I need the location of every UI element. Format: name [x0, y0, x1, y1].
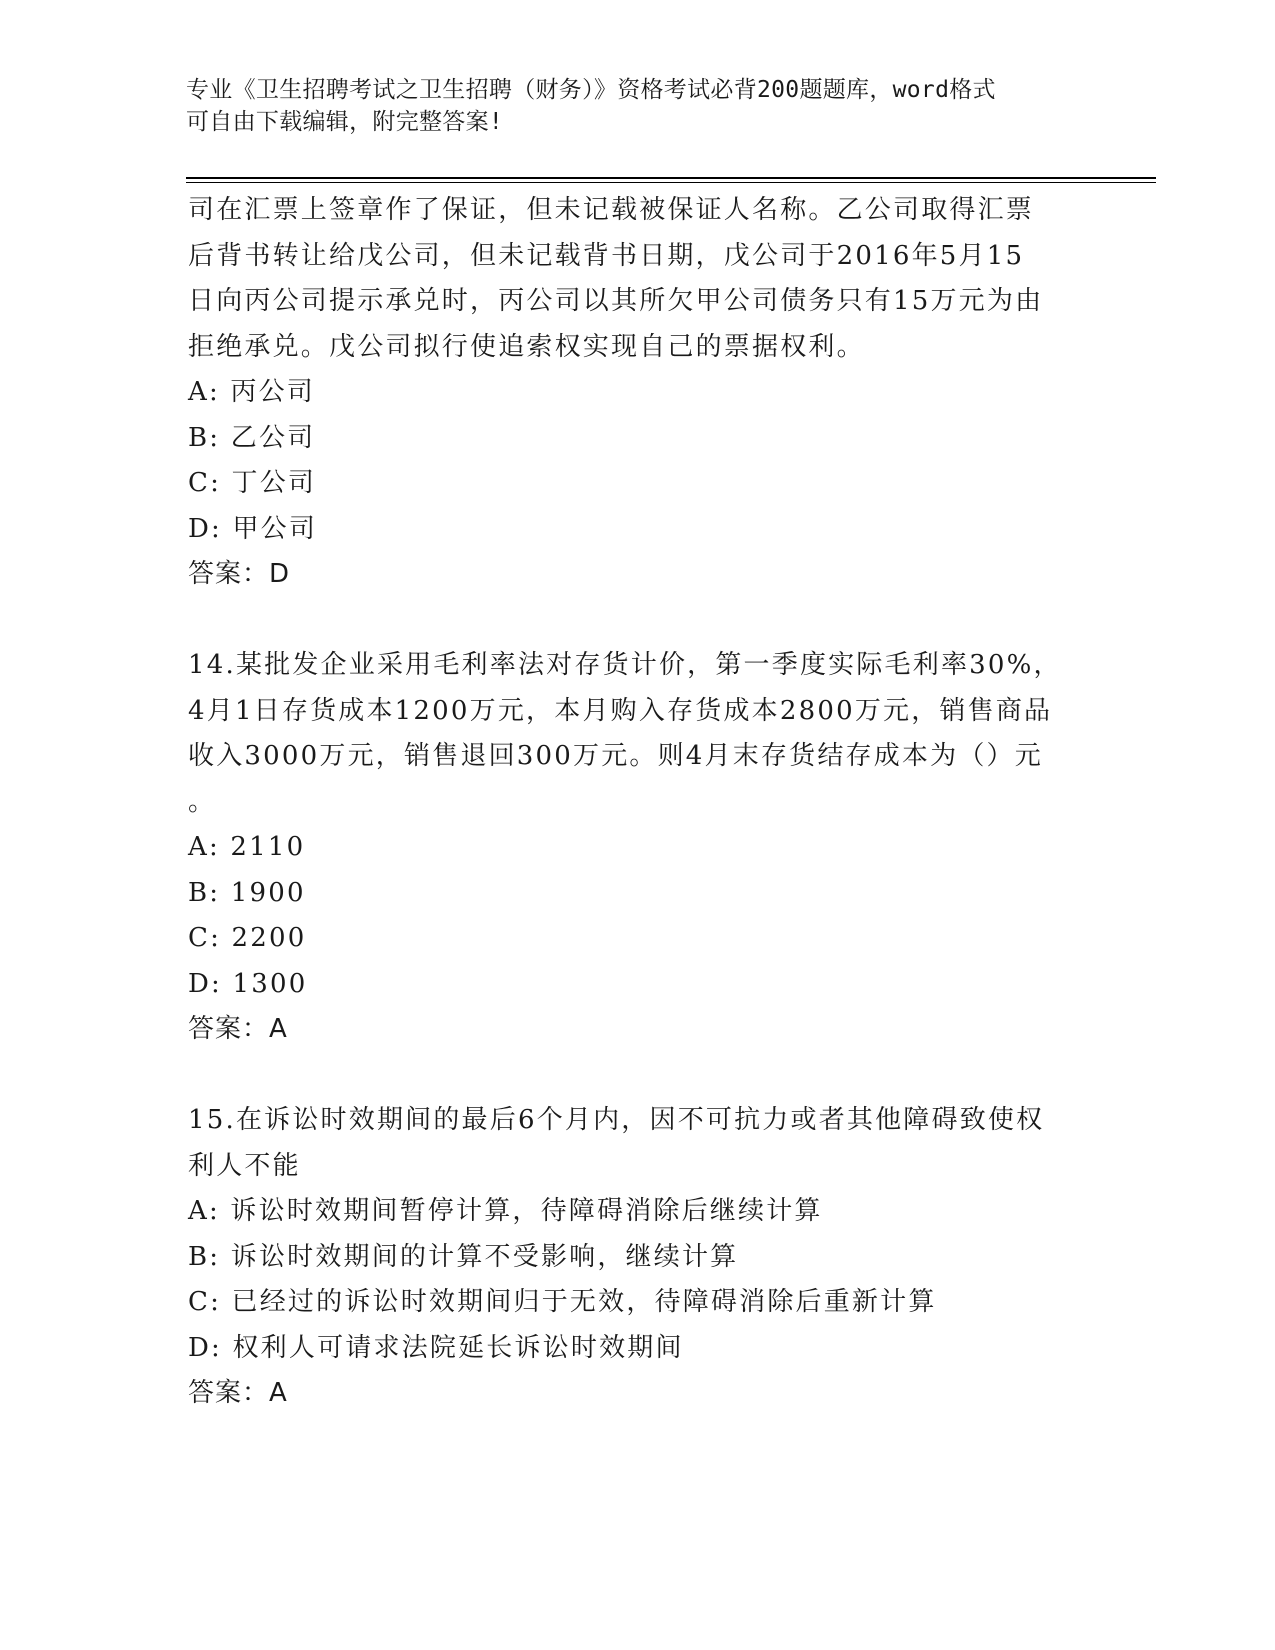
question-text-line: 利人不能 [188, 1150, 301, 1181]
option-text: 乙公司 [230, 422, 316, 453]
header-title-line-2: 可自由下载编辑，附完整答案! [186, 109, 504, 135]
question-content [188, 188, 1088, 1417]
option-b [188, 416, 1088, 462]
option-letter: A: [188, 377, 220, 407]
option-text: 1900 [230, 877, 306, 908]
option-c [188, 461, 1088, 507]
question-text-line: 15.在诉讼时效期间的最后6个月内，因不可抗力或者其他障碍致使权 [188, 1105, 1045, 1135]
option-text: 权利人可请求法院延长诉讼时效期间 [232, 1332, 684, 1363]
option-b [188, 1235, 1088, 1281]
option-text: 1300 [232, 968, 308, 999]
answer-line: 答案：A [188, 1378, 288, 1408]
option-text: 诉讼时效期间的计算不受影响，继续计算 [230, 1241, 739, 1272]
option-b [188, 871, 1088, 917]
header-divider-thin [186, 182, 1156, 183]
option-d [188, 1326, 1088, 1372]
option-a [188, 370, 1088, 416]
option-letter: C: [188, 923, 222, 953]
option-letter: B: [188, 1241, 221, 1272]
option-d [188, 962, 1088, 1008]
option-a [188, 1189, 1088, 1235]
option-letter: B: [188, 422, 221, 453]
question-text-line: 收入3000万元，销售退回300万元。则4月末存货结存成本为（）元 [188, 741, 1043, 771]
question-text-line: 后背书转让给戊公司，但未记载背书日期，戊公司于2016年5月15 [188, 240, 1025, 271]
option-text: 丙公司 [230, 377, 316, 407]
option-text: 甲公司 [232, 513, 318, 544]
option-letter: A: [188, 832, 220, 862]
question-text-line: 拒绝承兑。戊公司拟行使追索权实现自己的票据权利。 [188, 331, 865, 362]
option-letter: A: [188, 1196, 220, 1226]
option-text: 丁公司 [231, 468, 317, 498]
option-letter: D: [188, 513, 223, 544]
answer-line: 答案：D [188, 559, 291, 589]
option-text: 2110 [230, 832, 306, 862]
option-text: 诉讼时效期间暂停计算，待障碍消除后继续计算 [230, 1196, 823, 1226]
option-c [188, 1280, 1088, 1326]
question-text-line: 司在汇票上签章作了保证，但未记载被保证人名称。乙公司取得汇票 [188, 195, 1035, 225]
option-letter: C: [188, 1287, 222, 1317]
option-text: 2200 [231, 923, 307, 953]
option-letter: D: [188, 968, 223, 999]
option-d [188, 507, 1088, 553]
question-text-line: 日向丙公司提示承兑时，丙公司以其所欠甲公司债务只有15万元为由 [188, 286, 1044, 316]
option-c [188, 916, 1088, 962]
option-a [188, 825, 1088, 871]
answer-line: 答案：A [188, 1014, 288, 1044]
question-spacer [188, 1053, 1088, 1099]
header-title-line-1: 专业《卫生招聘考试之卫生招聘（财务）》资格考试必背200题题库，word格式 [186, 77, 996, 103]
option-letter: D: [188, 1332, 223, 1363]
question-text-line: 。 [188, 786, 217, 817]
question-text-line: 14.某批发企业采用毛利率法对存货计价，第一季度实际毛利率30%， [188, 650, 1062, 680]
document-header [186, 74, 1066, 138]
option-letter: C: [188, 468, 222, 498]
question-15 [188, 1098, 1088, 1417]
question-13-continued [188, 188, 1088, 598]
header-divider-thick [186, 177, 1156, 179]
question-text-line: 4月1日存货成本1200万元，本月购入存货成本2800万元，销售商品 [188, 695, 1053, 726]
question-14 [188, 643, 1088, 1053]
option-text: 已经过的诉讼时效期间归于无效，待障碍消除后重新计算 [231, 1287, 937, 1317]
option-letter: B: [188, 877, 221, 908]
question-spacer [188, 598, 1088, 644]
